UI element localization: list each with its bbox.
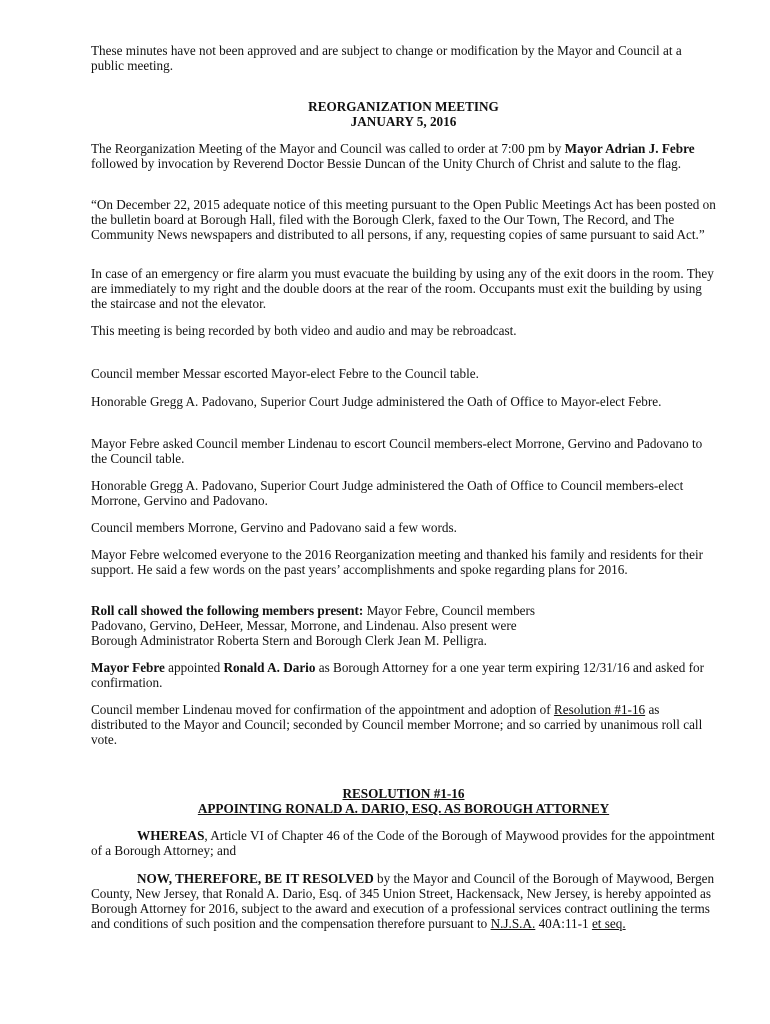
appointing-mayor: Mayor Febre [91,660,165,675]
motion-text-end: as distributed to the Mayor and Council; seconded by Council member Morrone; and so carried by unanimous roll call vote. [91,702,703,747]
recording-notice: This meeting is being recorded by both video and audio and may be rebroadcast. [91,323,517,338]
roll-call [91,603,716,648]
disclaimer: These minutes have not been approved and are subject to change or modification by the Mayor and Council at a public meeting. [91,43,682,73]
meeting-title: REORGANIZATION MEETING [308,99,499,114]
motion-confirmation [91,702,716,747]
meeting-date: JANUARY 5, 2016 [350,114,457,129]
appointment-text: appointed [164,660,224,675]
motion-text: Council member Lindenau moved for confirmation of the appointment and adoption of [91,702,554,717]
whereas-label: WHEREAS [137,828,205,843]
appointment-text-end: as Borough Attorney for a one year term expiring 12/31/16 and asked for confirmation. [91,660,704,690]
council-few-words: Council members Morrone, Gervino and Padovano said a few words. [91,520,457,535]
oath-mayor: Honorable Gregg A. Padovano, Superior Court Judge administered the Oath of Office to Mayor-elect Febre. [91,394,662,409]
resolution-heading [91,786,716,816]
statute-reference: N.J.S.A. [490,916,536,931]
mayor-name: Mayor Adrian J. Febre [564,141,695,156]
mayor-welcome: Mayor Febre welcomed everyone to the 2016 Reorganization meeting and thanked his family and residents for their support. He said a few words on the past years’ accomplishments and spoke regarding plans for 2016. [91,547,704,577]
escort-council: Mayor Febre asked Council member Lindenau to escort Council members-elect Morrone, Gervino and Padovano to the Council table. [91,436,703,466]
call-to-order-text: The Reorganization Meeting of the Mayor and Council was called to order at 7:00 pm by [91,141,565,156]
emergency-notice: In case of an emergency or fire alarm you must evacuate the building by using any of the exit doors in the room. They are immediately to my right and the double doors at the rear of the room. Occupants must exit the building by using the staircase and not the elevator. [91,266,714,311]
meeting-heading [91,99,716,129]
oath-council: Honorable Gregg A. Padovano, Superior Court Judge administered the Oath of Office to Council members-elect Morrone, Gervino and Padovano. [91,478,684,508]
roll-call-line-1: Mayor Febre, Council members [363,603,536,618]
attorney-appointment [91,660,716,690]
resolution-reference: Resolution #1-16 [553,702,646,717]
whereas-text: , Article VI of Chapter 46 of the Code of the Borough of Maywood provides for the appointment of a Borough Attorney; and [91,828,715,858]
resolution-number: RESOLUTION #1-16 [342,786,465,801]
roll-call-label: Roll call showed the following members present: [91,603,364,618]
call-to-order-text-end: followed by invocation by Reverend Doctor Bessie Duncan of the Unity Church of Christ and salute to the flag. [91,156,682,171]
resolved-text: by the Mayor and Council of the Borough of Maywood, Bergen County, New Jersey, that Ronald A. Dario, Esq. of 345 Union Street, Hackensack, New Jersey, is hereby appointed as Borough Attorney for 2016, subject to the award and execution of a professional services contract outlining the terms and conditions of such position and the compensation therefore pursuant to [91,871,715,931]
call-to-order [91,141,716,171]
resolution-whereas [91,828,716,858]
appointed-attorney: Ronald A. Dario [223,660,316,675]
roll-call-line-3: Borough Administrator Roberta Stern and Borough Clerk Jean M. Pelligra. [91,633,487,648]
escort-mayor: Council member Messar escorted Mayor-elect Febre to the Council table. [91,366,479,381]
meeting-notice: “On December 22, 2015 adequate notice of this meeting pursuant to the Open Public Meetings Act has been posted on the bulletin board at Borough Hall, filed with the Borough Clerk, faxed to the Our Town, The Record, and The Community News newspapers and distributed to all persons, if any, requesting copies of same pursuant to said Act.” [91,197,716,242]
et-seq: et seq. [591,916,626,931]
statute-section: 40A:11-1 [535,916,592,931]
resolution-resolved [91,871,716,931]
roll-call-line-2: Padovano, Gervino, DeHeer, Messar, Morrone, and Lindenau. Also present were [91,618,517,633]
resolution-title: APPOINTING RONALD A. DARIO, ESQ. AS BOROUGH ATTORNEY [197,801,610,816]
resolved-label: NOW, THEREFORE, BE IT RESOLVED [137,871,374,886]
